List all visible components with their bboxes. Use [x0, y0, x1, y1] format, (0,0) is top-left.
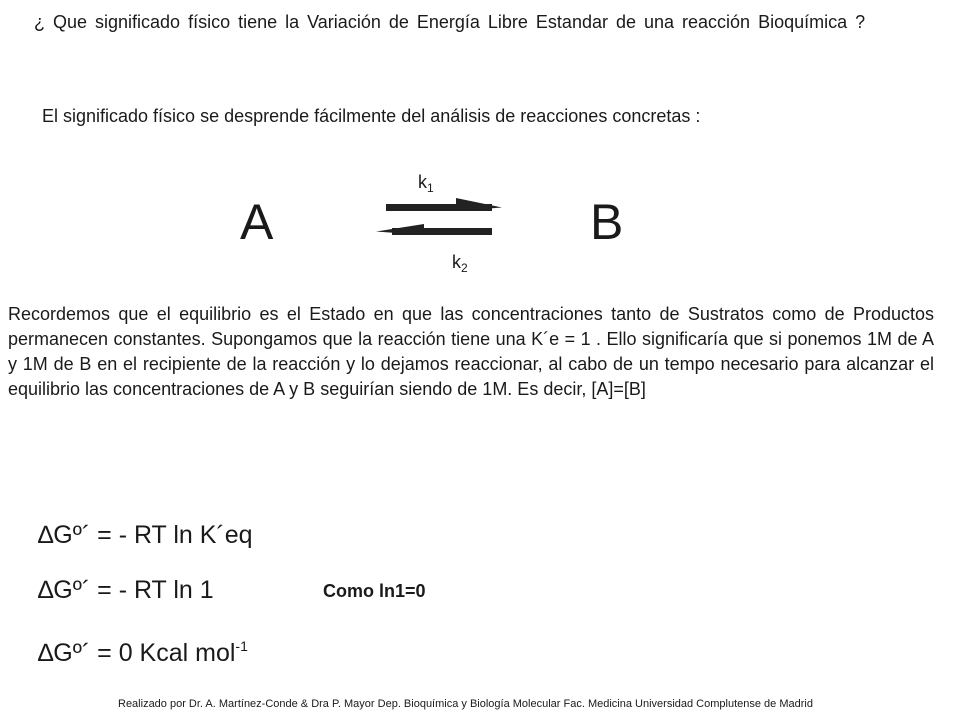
forward-rate-symbol: k: [418, 172, 427, 192]
reactant-label: A: [240, 194, 274, 250]
equation-general: ∆Gº´ = - RT ln K´eq: [38, 521, 253, 549]
equation-result-exponent: -1: [235, 638, 248, 654]
intro-paragraph: El significado físico se desprende fácilmente del análisis de reacciones concretas :: [42, 106, 701, 126]
question-heading: ¿ Que significado físico tiene la Variación de Energía Libre Estandar de una reacción Bioquímica ?: [34, 12, 866, 32]
reverse-rate-subscript: 2: [461, 261, 468, 275]
reverse-rate-constant: [452, 252, 468, 278]
forward-arrow-icon: [386, 198, 502, 211]
forward-rate-subscript: 1: [427, 181, 434, 195]
equation-note: Como ln1=0: [323, 581, 426, 601]
equilibrium-arrows-icon: [370, 195, 510, 245]
equation-result-main: ∆Gº´ = 0 Kcal mol: [38, 639, 236, 667]
body-paragraph: Recordemos que el equilibrio es el Estado en que las concentraciones tanto de Sustratos como de Productos permanecen constantes. Supongamos que la reacción tiene una K´e = 1 . Ello significaría que si ponemos 1M de A y 1M de B en el recipiente de la reacción y lo dejamos reaccionar, al cabo de un tempo necesario para alcanzar el equilibrio las concentraciones de A y B seguirían siendo de 1M. Es decir, [A]=[B]: [8, 304, 934, 399]
reverse-arrow-icon: [376, 224, 492, 235]
equation-substituted: ∆Gº´ = - RT ln 1: [38, 576, 214, 604]
credits-footer: Realizado por Dr. A. Martínez-Conde & Dra P. Mayor Dep. Bioquímica y Biología Molecular Fac. Medicina Universidad Complutense de Madrid: [118, 698, 813, 710]
product-label: B: [590, 194, 624, 250]
reverse-rate-symbol: k: [452, 252, 461, 272]
equation-result: [38, 631, 248, 668]
